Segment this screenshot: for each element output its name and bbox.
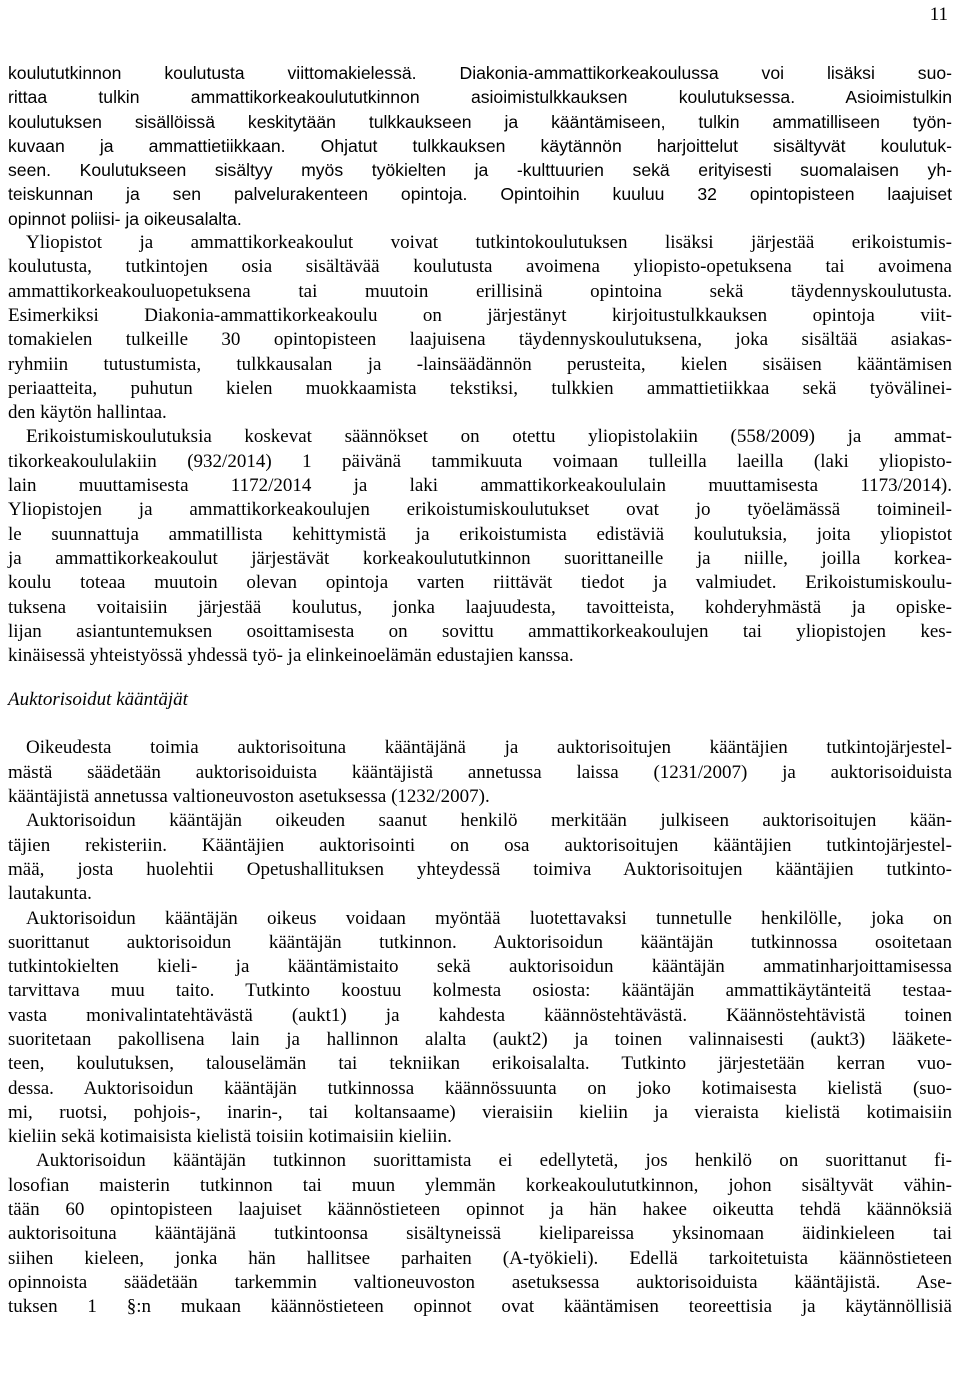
paragraph-exam bbox=[8, 907, 952, 1150]
text-line: seen. Koulutukseen sisältyy myös työkielten ja -kulttuurien sekä erityisesti suomalaisen yh- bbox=[8, 160, 952, 181]
paragraph-register bbox=[8, 809, 952, 906]
text-line: kuvaan ja ammattietiikkaan. Ohjatut tulkkauksen käytännön harjoittelut sisältyvät koulutuk- bbox=[8, 135, 952, 156]
text-line: kinäisessä yhteistyössä yhdessä työ- ja elinkeinoelämän edustajien kanssa. bbox=[8, 645, 574, 667]
text-line: kieliin sekä kotimaisista kielistä toisiin kotimaisiin kieliin. bbox=[8, 1126, 452, 1148]
text-line: ja ammattikorkeakoulut järjestävät korkeakoulututkinnon suorittaneille ja niille, joilla korkea- bbox=[8, 547, 952, 569]
text-line: Yliopistot ja ammattikorkeakoulut voivat tutkintokoulutuksen lisäksi järjestää erikoistumis- bbox=[26, 232, 952, 254]
text-line: koulu toteaa muutoin olevan opintoja varten riittävät tiedot ja valmiudet. Erikoistumiskoulu- bbox=[8, 572, 952, 594]
text-line: suoritetaan pakollisena lain ja hallinnon alalta (aukt2) ja toinen valinnaisesti (aukt3) lääkete- bbox=[8, 1028, 952, 1050]
text-line: kääntäjistä annetussa valtioneuvoston asetuksessa (1232/2007). bbox=[8, 786, 490, 808]
text-line: tään 60 opintopisteen laajuiset käännöstieteen opinnot ja hän hakee oikeutta tehdä käännöksiä bbox=[8, 1199, 952, 1221]
text-line: suorittanut auktorisoidun kääntäjän tutkinnon. Auktorisoidun kääntäjän tutkinnossa osoitetaan bbox=[8, 931, 952, 953]
text-line: täjien rekisteriin. Kääntäjien auktorisointi on osa auktorisoitujen kääntäjien tutkintojärjestel- bbox=[8, 834, 952, 856]
text-line: Auktorisoidun kääntäjän oikeus voidaan myöntää luotettavaksi tunnetulle henkilölle, joka on bbox=[26, 907, 952, 929]
text-line: auktorisoituna kääntäjänä tutkintoonsa sisältyneissä kielipareissa yksinomaan äidinkieleen tai bbox=[8, 1223, 952, 1245]
document-body bbox=[8, 61, 952, 1320]
text-line: lautakunta. bbox=[8, 883, 92, 905]
text-line: opinnoista säädetään tarkemmin valtioneuvoston asetuksessa auktorisoiduista kääntäjistä. Ase- bbox=[8, 1271, 952, 1293]
text-line: tomakielen tulkeille 30 opintopisteen laajuisena täydennyskoulutuksena, joka sisältää asiakas- bbox=[8, 329, 952, 351]
text-line: le suunnattuja ammatillista kehittymistä ja erikoistumista edistäviä koulutuksia, joita yliopistot bbox=[8, 523, 952, 545]
text-line: tarvittava muu taito. Tutkinto koostuu kolmesta osiosta: kääntäjän ammattikäytänteitä testaa- bbox=[8, 980, 952, 1002]
text-line: den käytön hallintaa. bbox=[8, 402, 167, 424]
text-line: koulutusta, tutkintojen osia sisältävää koulutusta avoimena yliopisto-opetuksena tai avoimena bbox=[8, 256, 952, 278]
text-line: teen, koulutuksen, talouselämän tai tekniikan erikoisalalta. Tutkinto järjestetään kerran vuo- bbox=[8, 1053, 952, 1075]
paragraph-exemption bbox=[8, 1149, 952, 1319]
text-line: opinnot poliisi- ja oikeusalalta. bbox=[8, 208, 242, 229]
text-line: dessa. Auktorisoidun kääntäjän tutkinnossa käännössuunta on joko kotimaisesta kielistä (suo- bbox=[8, 1077, 952, 1099]
text-line: Esimerkiksi Diakonia-ammattikorkeakoulu on järjestänyt kirjoitustulkkauksen opintoja viit- bbox=[8, 304, 952, 326]
text-line: ammattikorkeakouluopetuksena tai muutoin erillisinä opintoina sekä täydennyskoulutusta. bbox=[8, 280, 952, 302]
text-line: vasta monivalintatehtävästä (aukt1) ja kahdesta käännöstehtävästä. Käännöstehtävistä toinen bbox=[8, 1004, 952, 1026]
text-line: lijan asiantuntemuksen osoittamisesta on sovittu ammattikorkeakoulujen tai yliopistojen kes- bbox=[8, 620, 952, 642]
text-line: losofian maisterin tutkinnon tai muun ylemmän korkeakoulututkinnon, johon sisältyvät vähin- bbox=[8, 1174, 952, 1196]
section-heading: Auktorisoidut kääntäjät bbox=[8, 689, 188, 711]
text-line: ryhmiin tutustumista, tulkkausalan ja -lainsäädännön perusteita, kielen sisäisen kääntämisen bbox=[8, 353, 952, 375]
text-line: lain muuttamisesta 1172/2014 ja laki ammattikorkeakoululain muuttamisesta 1173/2014). bbox=[8, 475, 952, 497]
page-number: 11 bbox=[929, 4, 948, 25]
text-line: tikorkeakoululakiin (932/2014) 1 päivänä tammikuuta voimaan tulleilla laeilla (laki yliopisto- bbox=[8, 450, 952, 472]
text-line: periaatteita, puhutun kielen muokkaamista tekstiksi, tulkkien ammattietiikkaa sekä työvälinei- bbox=[8, 377, 952, 399]
paragraph-authorised-translator-law bbox=[8, 736, 952, 809]
paragraph-specialisation-training bbox=[8, 425, 952, 668]
text-line: teiskunnan ja sen palvelurakenteen opintoja. Opintoihin kuuluu 32 opintopisteen laajuiset bbox=[8, 184, 952, 205]
text-line: Auktorisoidun kääntäjän oikeuden saanut henkilö merkitään julkiseen auktorisoitujen kään- bbox=[26, 810, 952, 832]
text-line: mästä säädetään auktorisoiduista kääntäjistä annetussa laissa (1231/2007) ja auktorisoiduista bbox=[8, 761, 952, 783]
text-line: Erikoistumiskoulutuksia koskevat säännökset on otettu yliopistolakiin (558/2009) ja ammat- bbox=[26, 426, 952, 448]
text-line: tuksen 1 §:n mukaan käännöstieteen opinnot ovat kääntämisen teoreettisia ja käytännöllisiä bbox=[8, 1296, 952, 1318]
text-line: rittaa tulkin ammattikorkeakoulututkinnon asioimistulkkauksen koulutuksessa. Asioimistulkin bbox=[8, 87, 952, 108]
text-line: mää, josta huolehtii Opetushallituksen yhteydessä toimiva Auktorisoitujen kääntäjien tutkinto- bbox=[8, 858, 952, 880]
text-line: Oikeudesta toimia auktorisoituna kääntäjänä ja auktorisoitujen kääntäjien tutkintojärjestel- bbox=[26, 737, 952, 759]
text-line: mi, ruotsi, pohjois-, inarin-, tai koltansaame) vieraisiin kieliin ja vieraista kielistä kotimaisiin bbox=[8, 1101, 952, 1123]
text-line: koulutuksen sisällöissä keskitytään tulkkaukseen ja kääntämiseen, tulkin ammatilliseen työn- bbox=[8, 111, 952, 132]
text-line: tuksena voitaisiin järjestää koulutus, jonka laajuudesta, tavoitteista, kohderyhmästä ja opiske- bbox=[8, 596, 952, 618]
text-line: koulututkinnon koulutusta viittomakielessä. Diakonia-ammattikorkeakoulussa voi lisäksi suo- bbox=[8, 63, 952, 83]
text-line: Yliopistojen ja ammattikorkeakoulujen erikoistumiskoulutukset ovat jo työelämässä toimineil- bbox=[8, 499, 952, 521]
paragraph-interpreter-training bbox=[8, 61, 952, 231]
text-line: Auktorisoidun kääntäjän tutkinnon suorittamista ei edellytetä, jos henkilö on suorittanut fi- bbox=[36, 1150, 952, 1172]
paragraph-continuing-education bbox=[8, 231, 952, 425]
text-line: tutkintokielten kieli- ja kääntämistaito sekä auktorisoidun kääntäjän ammatinharjoittamisessa bbox=[8, 956, 952, 978]
text-line: siihen kieleen, jonka hän hallitsee parhaiten (A-työkieli). Edellä tarkoitetuista käännöstieteen bbox=[8, 1247, 952, 1269]
